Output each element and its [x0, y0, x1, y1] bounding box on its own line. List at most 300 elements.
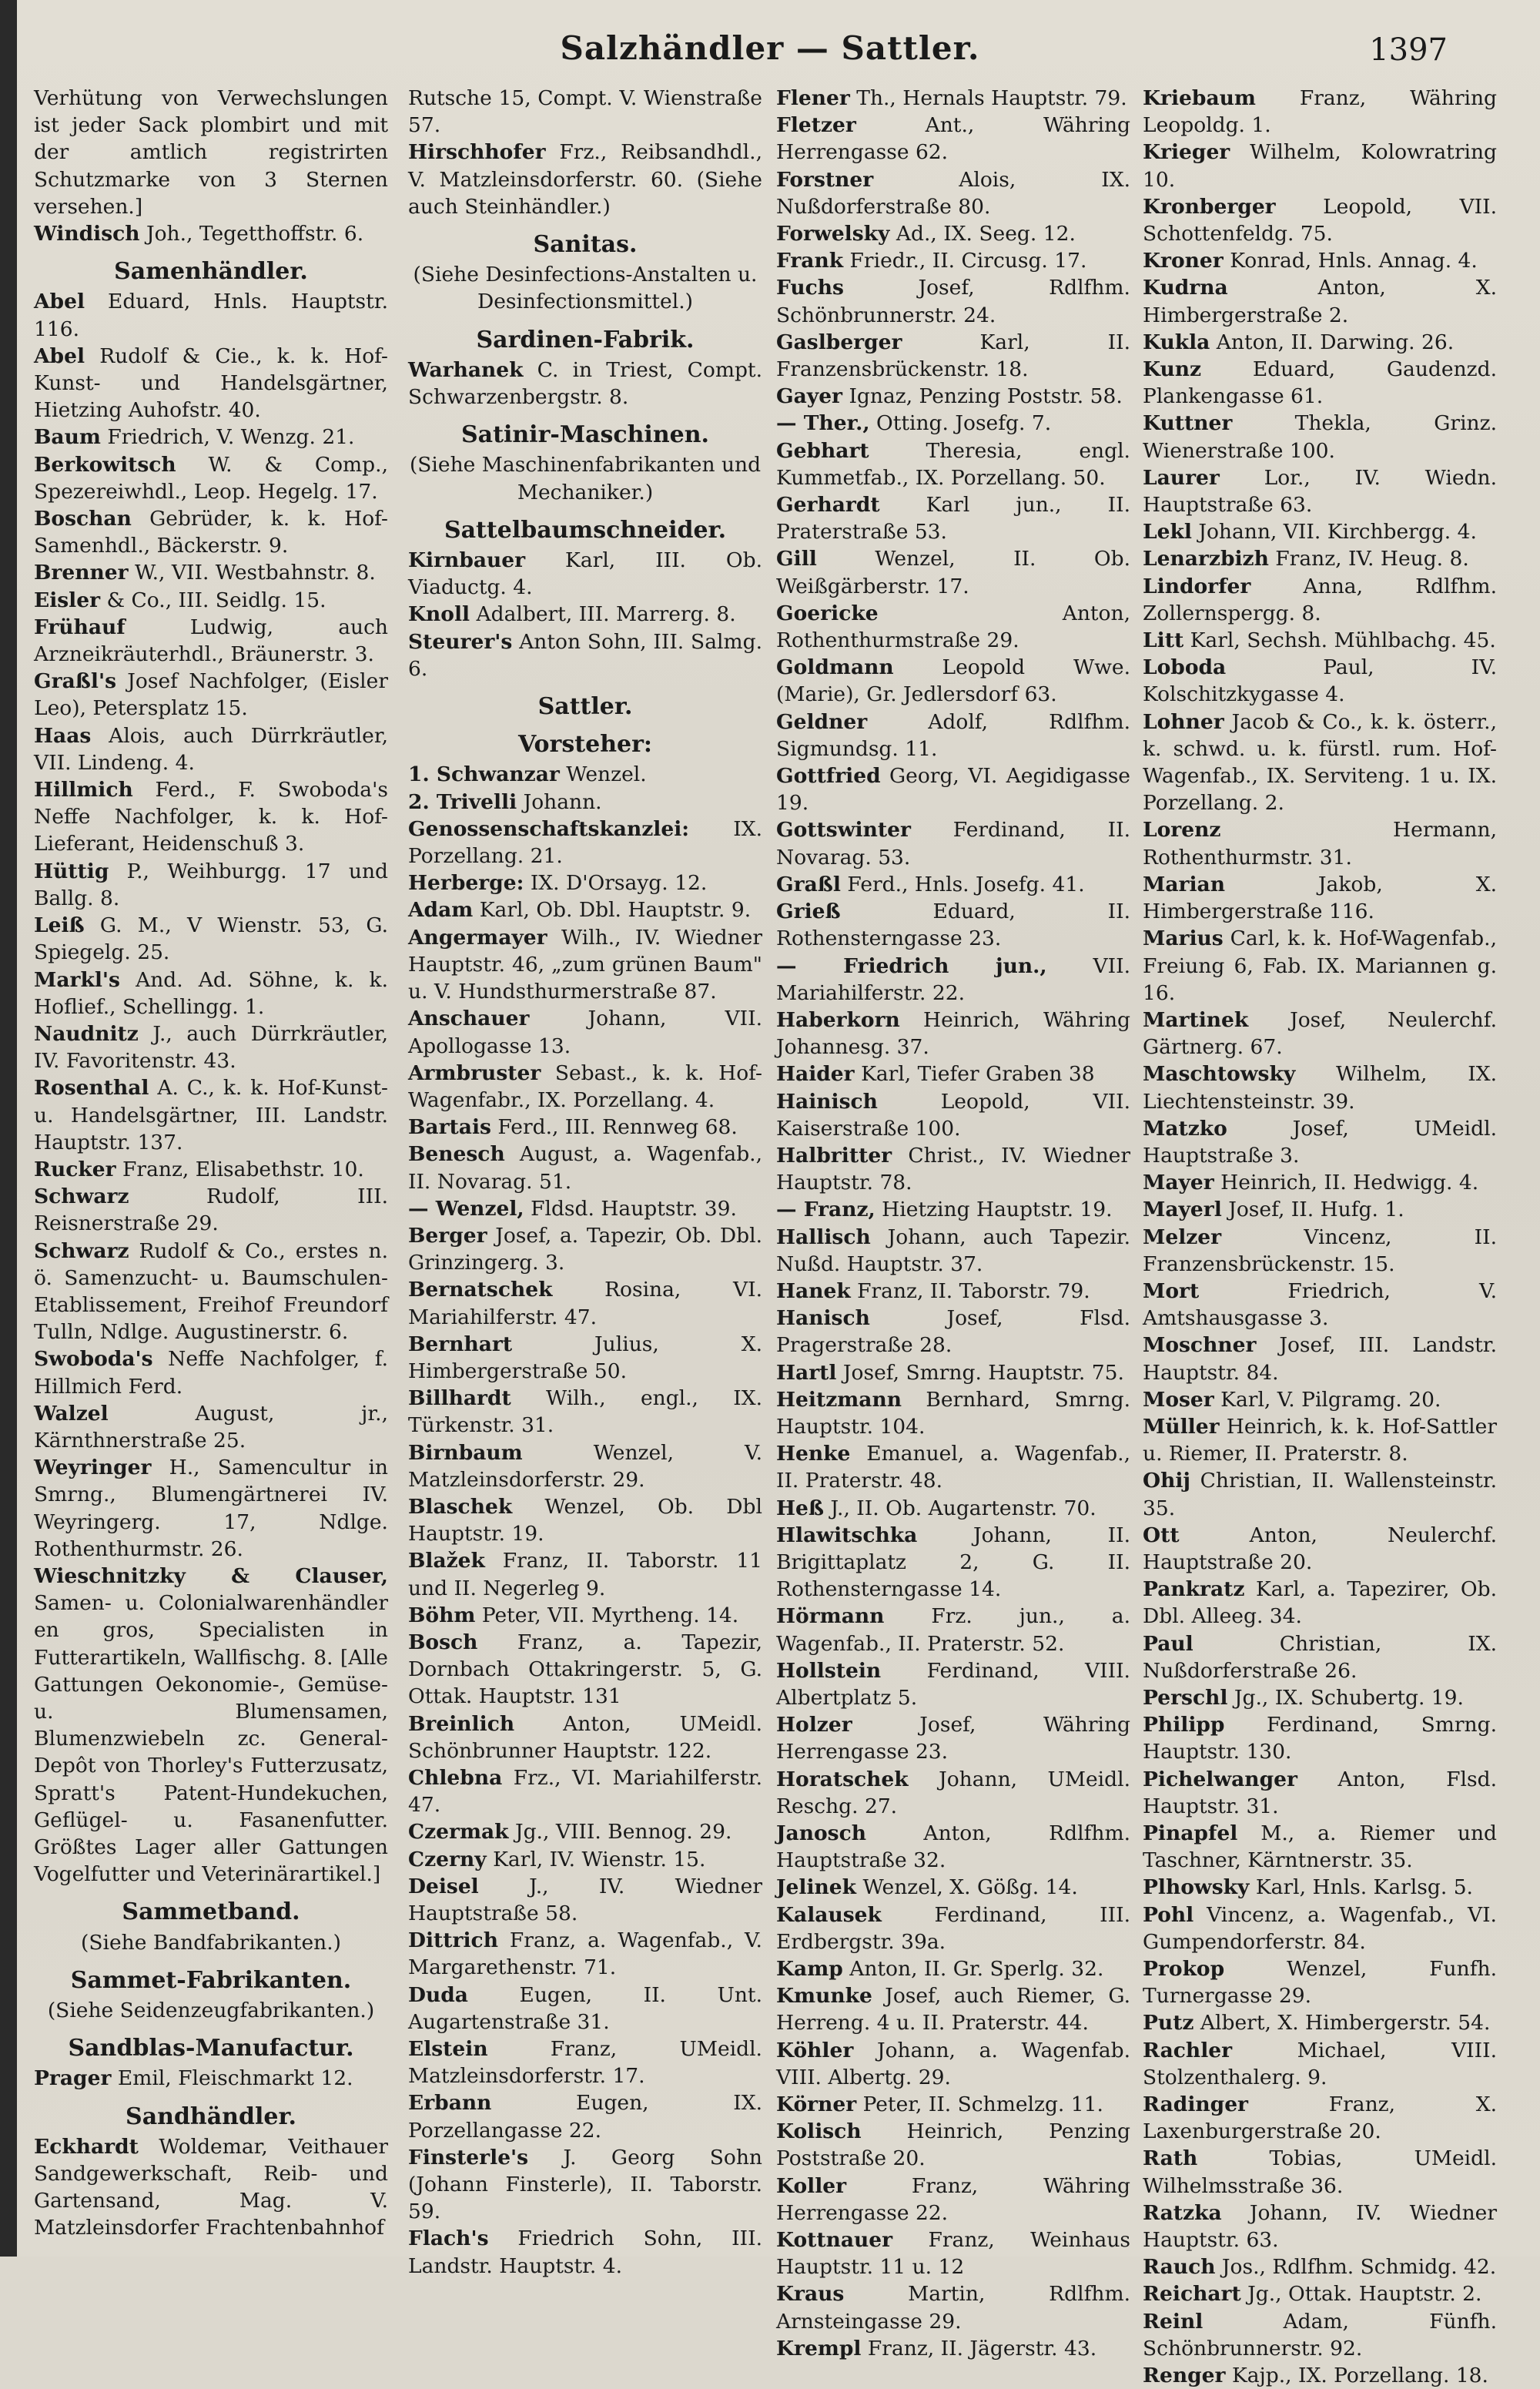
directory-entry — [34, 343, 388, 424]
entry-name: Abel — [34, 343, 85, 368]
entry-details: Anton, UMeidl. Schönbrunner Hauptstr. 122. — [408, 1711, 762, 1763]
directory-entry — [776, 410, 1130, 437]
entry-details: Wilhelm, IX. Liechtensteinstr. 39. — [1143, 1062, 1497, 1114]
entry-details: Jg., IX. Schubertg. 19. — [1227, 1685, 1464, 1710]
directory-entry — [408, 896, 762, 923]
entry-name: Holzer — [776, 1713, 852, 1737]
entry-name: Marius — [1143, 926, 1224, 951]
directory-entry — [34, 1400, 388, 1454]
entry-name: Czermak — [408, 1820, 509, 1845]
entry-details: Carl, k. k. Hof-Wagenfab., Freiung 6, Fab. IX. Mariannen g. 16. — [1143, 926, 1497, 1005]
directory-entry — [34, 424, 388, 451]
directory-entry — [408, 1385, 762, 1439]
directory-entry — [1143, 1684, 1497, 1711]
entry-details: Karl jun., II. Praterstraße 53. — [776, 493, 1130, 544]
entry-details: M., a. Riemer und Taschner, Kärntnerstr. 35. — [1143, 1821, 1497, 1873]
entry-name: Ott — [1143, 1523, 1180, 1547]
column-1 — [34, 85, 388, 2241]
entry-name: Köhler — [776, 2038, 854, 2062]
directory-entry — [34, 1020, 388, 1074]
entry-name: Lorenz — [1143, 818, 1221, 843]
entry-details: Johann, auch Tapezir. Nußd. Hauptstr. 37. — [776, 1225, 1130, 1276]
directory-entry — [1143, 1901, 1497, 1955]
entry-details: J. Georg Sohn (Johann Finsterle), II. Taborstr. 59. — [408, 2145, 762, 2224]
entry-name: — Franz, — [776, 1198, 875, 1222]
directory-entry — [408, 1764, 762, 1818]
entry-name: Hörmann — [776, 1604, 885, 1629]
directory-entry — [776, 491, 1130, 545]
directory-entry — [34, 288, 388, 342]
entry-name: Naudnitz — [34, 1021, 139, 1046]
directory-entry — [1143, 85, 1497, 139]
directory-entry — [408, 1493, 762, 1547]
directory-entry — [1143, 1820, 1497, 1874]
directory-entry — [776, 1305, 1130, 1359]
directory-entry — [34, 722, 388, 776]
entry-name: Ohij — [1143, 1469, 1191, 1493]
entry-details: Johann, VII. Kirchbergg. 4. — [1191, 520, 1477, 544]
directory-entry — [408, 139, 762, 220]
entry-details: Josef, Smrng. Hauptstr. 75. — [836, 1360, 1124, 1385]
entry-details: Heinrich, Penzing Poststraße 20. — [776, 2119, 1130, 2171]
directory-entry — [408, 789, 762, 816]
entry-name: Gerhardt — [776, 493, 880, 518]
entry-name: Schwarz — [34, 1184, 129, 1209]
entry-details: Emanuel, a. Wagenfab., II. Praterstr. 48. — [776, 1442, 1130, 1493]
entry-details: Franz, UMeidl. Matzleinsdorferstr. 17. — [408, 2037, 762, 2089]
entry-name: Geldner — [776, 709, 868, 734]
entry-name: Gill — [776, 547, 817, 571]
entry-name: Markl's — [34, 967, 120, 992]
directory-entry — [776, 2118, 1130, 2172]
entry-details: J., IV. Wiedner Hauptstraße 58. — [408, 1874, 762, 1925]
entry-details: Wenzel, X. Gößg. 14. — [856, 1875, 1078, 1900]
entry-details: Samen- u. Colonialwarenhändler en gros, Specialisten in Futterartikeln, Wallfischg. 8. [Alle Gattungen Oekonomie-, Gemüse- u. Blumensamen, Blumenzwiebeln zc. General-Depôt von Thorley's Futterzusatz, Spratt's Patent-Hundekuchen, Geflügel- u. Fasanenfutter. Größtes Lager aller Gattungen Vogelfutter und Veterinärartikel.] — [34, 1591, 388, 1887]
section-heading: Satinir-Maschinen. — [461, 421, 709, 449]
directory-entry — [776, 1820, 1130, 1874]
directory-entry — [408, 1141, 762, 1194]
entry-name: Böhm — [408, 1603, 476, 1627]
directory-entry — [1143, 247, 1497, 274]
directory-entry — [1143, 1196, 1497, 1223]
directory-entry — [34, 1156, 388, 1183]
entry-name: Halbritter — [776, 1143, 892, 1168]
directory-entry — [776, 247, 1130, 274]
entry-name: Genossenschaftskanzlei: — [408, 816, 690, 841]
entry-details: Ferdinand, III. Erdbergstr. 39a. — [776, 1902, 1130, 1954]
entry-name: Duda — [408, 1982, 468, 2007]
entry-name: Frank — [776, 249, 844, 273]
directory-entry — [776, 1359, 1130, 1386]
directory-entry — [34, 668, 388, 722]
entry-details: August, a. Wagenfab., II. Novarag. 51. — [408, 1142, 762, 1194]
entry-name: Erbann — [408, 2091, 492, 2116]
entry-name: Gaslberger — [776, 330, 902, 354]
entry-details: Fldsd. Hauptstr. 39. — [524, 1196, 737, 1221]
entry-details: Friedrich, V. Wenzg. 21. — [100, 425, 355, 450]
directory-entry — [776, 1603, 1130, 1657]
directory-entry — [1143, 2280, 1497, 2307]
entry-details: Paul, IV. Kolschitzkygasse 4. — [1143, 655, 1497, 707]
section-heading: Sattelbaumschneider. — [444, 516, 727, 544]
entry-name: Blažek — [408, 1549, 485, 1573]
directory-entry — [776, 1224, 1130, 1278]
directory-entry — [1143, 1060, 1497, 1114]
entry-details: Frz. jun., a. Wagenfab., II. Praterstr. 52. — [776, 1604, 1130, 1656]
directory-entry — [776, 1440, 1130, 1494]
entry-details: Eugen, II. Unt. Augartenstraße 31. — [408, 1982, 762, 2034]
entry-name: Deisel — [408, 1874, 479, 1898]
entry-name: Marian — [1143, 872, 1225, 896]
entry-details: Bernhard, Smrng. Hauptstr. 104. — [776, 1387, 1130, 1439]
entry-name: Knoll — [408, 602, 470, 627]
entry-name: Schwarz — [34, 1238, 129, 1263]
entry-name: Prokop — [1143, 1957, 1225, 1982]
section-heading: Sardinen-Fabrik. — [476, 326, 695, 353]
entry-details: Wenzel, Funfh. Turnergasse 29. — [1143, 1957, 1497, 2009]
entry-details: Hermann, Rothenthurmstr. 31. — [1143, 818, 1497, 869]
entry-details: Wilh., engl., IX. Türkenstr. 31. — [408, 1386, 762, 1438]
entry-details: C. in Triest, Compt. Schwarzenbergstr. 8. — [408, 357, 762, 410]
entry-details: Wenzel, Ob. Dbl Hauptstr. 19. — [408, 1494, 762, 1546]
directory-entry — [776, 1955, 1130, 1982]
directory-entry — [776, 898, 1130, 952]
entry-name: Flener — [776, 86, 850, 110]
entry-name: Eckhardt — [34, 2134, 139, 2159]
directory-entry — [1143, 2253, 1497, 2280]
directory-entry — [34, 451, 388, 505]
entry-details: Vincenz, II. Franzensbrückenstr. 15. — [1143, 1225, 1497, 1276]
entry-details: W. & Comp., Spezereiwhdl., Leop. Hegelg. 17. — [34, 452, 388, 504]
entry-details: Adalbert, III. Marrerg. 8. — [470, 602, 736, 627]
entry-name: Hollstein — [776, 1658, 882, 1683]
directory-entry — [1143, 1332, 1497, 1385]
entry-name: Rosenthal — [34, 1076, 149, 1101]
entry-name: — Ther., — [776, 411, 870, 436]
entry-details: W., VII. Westbahnstr. 8. — [128, 561, 376, 585]
directory-entry — [1143, 1576, 1497, 1630]
directory-entry — [34, 2065, 388, 2092]
entry-details: Ferdinand, Smrng. Hauptstr. 130. — [1143, 1713, 1497, 1764]
entry-name: Haas — [34, 723, 92, 748]
entry-details: Josef, III. Landstr. Hauptstr. 84. — [1143, 1333, 1497, 1385]
directory-entry — [776, 1766, 1130, 1820]
entry-details: Johann. — [517, 789, 602, 814]
entry-name: Putz — [1143, 2011, 1194, 2036]
entry-details: Jg., VIII. Bennog. 29. — [508, 1820, 732, 1845]
directory-entry — [1143, 816, 1497, 870]
entry-name: Moschner — [1143, 1333, 1257, 1358]
entry-details: Jos., Rdlfhm. Schmidg. 42. — [1215, 2255, 1497, 2280]
entry-name: Renger — [1143, 2364, 1226, 2388]
entry-name: Abel — [34, 290, 85, 314]
entry-name: Reinl — [1143, 2309, 1204, 2334]
directory-entry — [34, 2133, 388, 2242]
entry-details: Franz, II. Taborstr. 79. — [850, 1278, 1090, 1303]
directory-entry — [1143, 2009, 1497, 2036]
directory-entry — [776, 329, 1130, 383]
entry-name: Loboda — [1143, 655, 1227, 680]
entry-details: Johann, UMeidl. Reschg. 27. — [776, 1767, 1130, 1818]
column-3 — [776, 85, 1130, 2361]
entry-details: Rudolf & Cie., k. k. Hof-Kunst- und Handelsgärtner, Hietzing Auhofstr. 40. — [34, 343, 388, 423]
entry-name: Lohner — [1143, 709, 1224, 734]
entry-details: Leopold, VII. Kaiserstraße 100. — [776, 1089, 1130, 1141]
continuation-text: Verhütung von Verwechslungen ist jeder Sack plombirt und mit der amtlich registrirten Schutzmarke von 3 Sternen versehen.] — [34, 86, 388, 219]
directory-entry — [1143, 1169, 1497, 1196]
entry-name: Grieß — [776, 900, 841, 924]
directory-entry — [408, 1005, 762, 1059]
entry-details: Gebrüder, k. k. Hof-Samenhdl., Bäckerstr. 9. — [34, 507, 388, 558]
entry-details: Eduard, Hnls. Hauptstr. 116. — [34, 290, 388, 341]
entry-name: Steurer's — [408, 629, 513, 654]
page-header — [0, 29, 1540, 75]
entry-details: Anton Sohn, III. Salmg. 6. — [408, 629, 762, 681]
entry-details: VII. Mariahilferstr. 22. — [776, 953, 1130, 1005]
entry-details: Kajp., IX. Porzellang. 18. — [1225, 2364, 1488, 2388]
entry-details: Frz., Reibsandhdl., V. Matzleinsdorferstr. 60. (Siehe auch Steinhändler.) — [408, 140, 762, 219]
entry-details: J., II. Ob. Augartenstr. 70. — [824, 1496, 1096, 1520]
entry-details: Otting. Josefg. 7. — [869, 411, 1052, 436]
entry-name: Kunz — [1143, 357, 1202, 382]
entry-name: Kroner — [1143, 249, 1224, 273]
entry-details: Johann, VII. Apollogasse 13. — [408, 1007, 762, 1058]
entry-name: Moser — [1143, 1387, 1214, 1412]
directory-entry — [408, 547, 762, 601]
entry-name: Berkowitsch — [34, 452, 176, 477]
entry-name: Windisch — [34, 222, 140, 246]
entry-name: Hirschhofer — [408, 140, 546, 165]
entry-details: Albert, X. Himbergerstr. 54. — [1194, 2011, 1491, 2036]
page-title: Salzhändler — Sattler. — [560, 29, 980, 67]
entry-details: Tobias, UMeidl. Wilhelmsstraße 36. — [1143, 2146, 1497, 2198]
entry-details: Georg, VI. Aegidigasse 19. — [776, 764, 1130, 816]
entry-details: Josef, UMeidl. Hauptstraße 3. — [1143, 1116, 1497, 1168]
directory-entry — [1143, 2200, 1497, 2253]
directory-entry — [34, 587, 388, 614]
entry-details: Friedrich, V. Amtshausgasse 3. — [1143, 1278, 1497, 1331]
directory-entry — [1143, 1278, 1497, 1332]
entry-details: Adam, Fünfh. Schönbrunnerstr. 92. — [1143, 2309, 1497, 2361]
entry-name: Leiß — [34, 913, 85, 938]
section-heading: Samenhändler. — [114, 258, 308, 286]
entry-name: Dittrich — [408, 1928, 498, 1953]
entry-name: Haider — [776, 1062, 855, 1087]
entry-name: Armbruster — [408, 1060, 541, 1085]
entry-details: Lor., IV. Wiedn. Hauptstraße 63. — [1143, 465, 1497, 518]
entry-details: Anton, Rothenthurmstraße 29. — [776, 601, 1130, 653]
entry-name: Blaschek — [408, 1494, 513, 1519]
directory-entry — [408, 1982, 762, 2036]
entry-name: Prager — [34, 2066, 112, 2091]
entry-details: Karl, IV. Wienstr. 15. — [486, 1847, 706, 1871]
directory-entry — [1143, 1630, 1497, 1684]
directory-entry — [1143, 518, 1497, 545]
directory-entry — [1143, 274, 1497, 328]
entry-details: Jacob & Co., k. k. österr., k. schwd. u. k. fürstl. rum. Hof-Wagenfab., IX. Serviteng. 1 u. IX. Porzellang. 2. — [1143, 709, 1497, 816]
entry-name: Plhowsky — [1143, 1875, 1250, 1900]
directory-entry — [34, 776, 388, 858]
entry-name: Kirnbauer — [408, 548, 526, 573]
entry-name: Eisler — [34, 588, 101, 612]
entry-name: Walzel — [34, 1401, 109, 1426]
directory-entry — [408, 1846, 762, 1873]
entry-details: Christ., IV. Wiedner Hauptstr. 78. — [776, 1143, 1130, 1195]
directory-entry — [34, 1238, 388, 1346]
entry-name: Kottnauer — [776, 2228, 893, 2253]
entry-name: Krieger — [1143, 140, 1230, 165]
directory-entry — [408, 601, 762, 628]
entry-name: Pankratz — [1143, 1577, 1245, 1602]
directory-entry — [408, 357, 762, 410]
entry-name: Gebhart — [776, 438, 869, 463]
directory-entry — [408, 1222, 762, 1276]
page-number: 1397 — [1369, 32, 1448, 68]
directory-entry — [776, 1278, 1130, 1305]
entry-name: Forstner — [776, 167, 874, 192]
directory-entry — [776, 220, 1130, 247]
entry-details: Ferd., III. Rennweg 68. — [490, 1115, 738, 1140]
entry-name: 1. Schwanzar — [408, 762, 560, 787]
directory-entry — [776, 2037, 1130, 2091]
entry-name: Jelinek — [776, 1875, 857, 1900]
entry-details: Jakob, X. Himbergerstraße 116. — [1143, 872, 1497, 924]
entry-name: Koller — [776, 2173, 847, 2198]
section-heading: Sammetband. — [122, 1898, 300, 1926]
entry-name: Chlebna — [408, 1765, 503, 1790]
directory-entry — [34, 505, 388, 559]
entry-details: Wenzel, II. Ob. Weißgärberstr. 17. — [776, 547, 1130, 598]
entry-name: Rauch — [1143, 2255, 1216, 2280]
directory-entry — [408, 1114, 762, 1141]
entry-name: Fuchs — [776, 276, 844, 300]
entry-name: Pinapfel — [1143, 1821, 1238, 1845]
entry-name: Krempl — [776, 2336, 862, 2361]
entry-details: Karl, Ob. Dbl. Hauptstr. 9. — [473, 898, 752, 923]
entry-details: Ferd., Hnls. Josefg. 41. — [840, 872, 1085, 896]
section-heading: Sammet-Fabrikanten. — [70, 1966, 352, 1994]
directory-entry — [776, 1982, 1130, 2036]
entry-details: & Co., III. Seidlg. 15. — [100, 588, 326, 612]
entry-name: Wieschnitzky & Clauser, — [34, 1563, 388, 1588]
entry-name: Kolisch — [776, 2119, 862, 2144]
entry-name: Hlawitschka — [776, 1523, 918, 1547]
entry-name: Körner — [776, 2092, 857, 2117]
directory-entry — [1143, 1115, 1497, 1169]
entry-name: Weyringer — [34, 1456, 152, 1480]
entry-name: Herberge: — [408, 871, 524, 896]
directory-entry — [776, 654, 1130, 708]
directory-entry — [1143, 654, 1497, 708]
directory-entry — [776, 1060, 1130, 1087]
cross-reference: (Siehe Bandfabrikanten.) — [81, 1930, 341, 1955]
directory-entry — [1143, 1386, 1497, 1413]
directory-entry — [1143, 1766, 1497, 1820]
directory-entry — [776, 1495, 1130, 1522]
entry-details: Johann, II. Brigittaplatz 2, G. II. Rothensterngasse 14. — [776, 1523, 1130, 1602]
entry-name: Henke — [776, 1442, 851, 1466]
entry-name: Paul — [1143, 1631, 1194, 1656]
entry-name: Melzer — [1143, 1225, 1222, 1249]
directory-entry — [776, 545, 1130, 599]
directory-entry — [776, 112, 1130, 166]
entry-details: Heinrich, II. Hedwigg. 4. — [1214, 1171, 1479, 1195]
directory-entry — [776, 1007, 1130, 1060]
directory-entry — [1143, 1955, 1497, 2009]
entry-details: Neffe Nachfolger, f. Hillmich Ferd. — [34, 1347, 388, 1399]
entry-details: Eugen, IX. Porzellangasse 22. — [408, 2091, 762, 2143]
entry-details: Rudolf, III. Reisnerstraße 29. — [34, 1184, 388, 1236]
entry-details: Josef, auch Riemer, G. Herreng. 4 u. II. Praterstr. 44. — [776, 1984, 1130, 2036]
entry-name: Gottfried — [776, 764, 881, 789]
entry-name: Rath — [1143, 2146, 1198, 2171]
entry-details: Ad., IX. Seeg. 12. — [889, 222, 1076, 246]
section-heading: Sandblas-Manufactur. — [68, 2035, 354, 2062]
directory-entry — [776, 762, 1130, 816]
section-heading: Sandhändler. — [126, 2103, 296, 2130]
entry-name: Hartl — [776, 1360, 837, 1385]
directory-entry — [34, 614, 388, 668]
entry-name: Philipp — [1143, 1713, 1225, 1737]
directory-entry — [1143, 1467, 1497, 1521]
directory-entry — [776, 1657, 1130, 1711]
entry-name: Lindorfer — [1143, 574, 1251, 598]
entry-details: Theresia, engl. Kummetfab., IX. Porzellang. 50. — [776, 438, 1130, 490]
entry-details: Karl, a. Tapezirer, Ob. Dbl. Alleeg. 34. — [1143, 1577, 1497, 1629]
directory-entry — [408, 1276, 762, 1330]
directory-entry — [408, 628, 762, 682]
entry-details: Josef Nachfolger, (Eisler Leo), Petersplatz 15. — [34, 669, 388, 721]
entry-name: Bernhart — [408, 1332, 513, 1356]
entry-details: Franz, a. Wagenfab., V. Margarethenstr. 71. — [408, 1928, 762, 1980]
entry-details: Peter, II. Schmelzg. 11. — [856, 2092, 1103, 2117]
directory-entry — [408, 1710, 762, 1764]
directory-entry — [776, 1196, 1130, 1223]
entry-details: Franz, IV. Heug. 8. — [1268, 547, 1469, 571]
directory-entry — [408, 1547, 762, 1601]
directory-entry — [776, 871, 1130, 898]
entry-name: Fletzer — [776, 113, 856, 138]
entry-details: Julius, X. Himbergerstraße 50. — [408, 1332, 762, 1383]
entry-details: Emil, Fleischmarkt 12. — [111, 2066, 353, 2091]
entry-name: Warhanek — [408, 357, 524, 382]
directory-entry — [776, 274, 1130, 328]
entry-details: Vincenz, a. Wagenfab., VI. Gumpendorferstr. 84. — [1143, 1902, 1497, 1954]
directory-entry — [34, 912, 388, 966]
entry-details: Karl, Hnls. Karlsg. 5. — [1249, 1875, 1473, 1900]
entry-details: Alois, auch Dürrkräutler, VII. Lindeng. 4. — [34, 723, 388, 775]
directory-entry — [1143, 410, 1497, 464]
entry-name: Billhardt — [408, 1386, 511, 1411]
entry-details: Josef, II. Hufg. 1. — [1221, 1198, 1404, 1222]
directory-entry — [776, 600, 1130, 654]
entry-details: Wenzel. — [559, 762, 647, 787]
entry-details: Rosina, VI. Mariahilferstr. 47. — [408, 1278, 762, 1329]
directory-entry — [34, 858, 388, 912]
entry-name: Lekl — [1143, 520, 1192, 544]
entry-details: Ignaz, Penzing Poststr. 58. — [842, 384, 1123, 409]
entry-name: Hanisch — [776, 1306, 870, 1331]
entry-details: J., auch Dürrkräutler, IV. Favoritenstr. 43. — [34, 1021, 388, 1074]
entry-details: IX. Porzellang. 21. — [408, 816, 762, 869]
directory-entry — [1143, 1874, 1497, 1901]
directory-entry — [1143, 2091, 1497, 2145]
entry-details: Christian, II. Wallensteinstr. 35. — [1143, 1469, 1497, 1520]
entry-name: Berger — [408, 1223, 487, 1248]
entry-name: Martinek — [1143, 1007, 1249, 1032]
entry-name: Hillmich — [34, 778, 133, 802]
entry-details: Franz, a. Tapezir, Dornbach Ottakringerstr. 5, G. Ottak. Hauptstr. 131 — [408, 1630, 762, 1709]
